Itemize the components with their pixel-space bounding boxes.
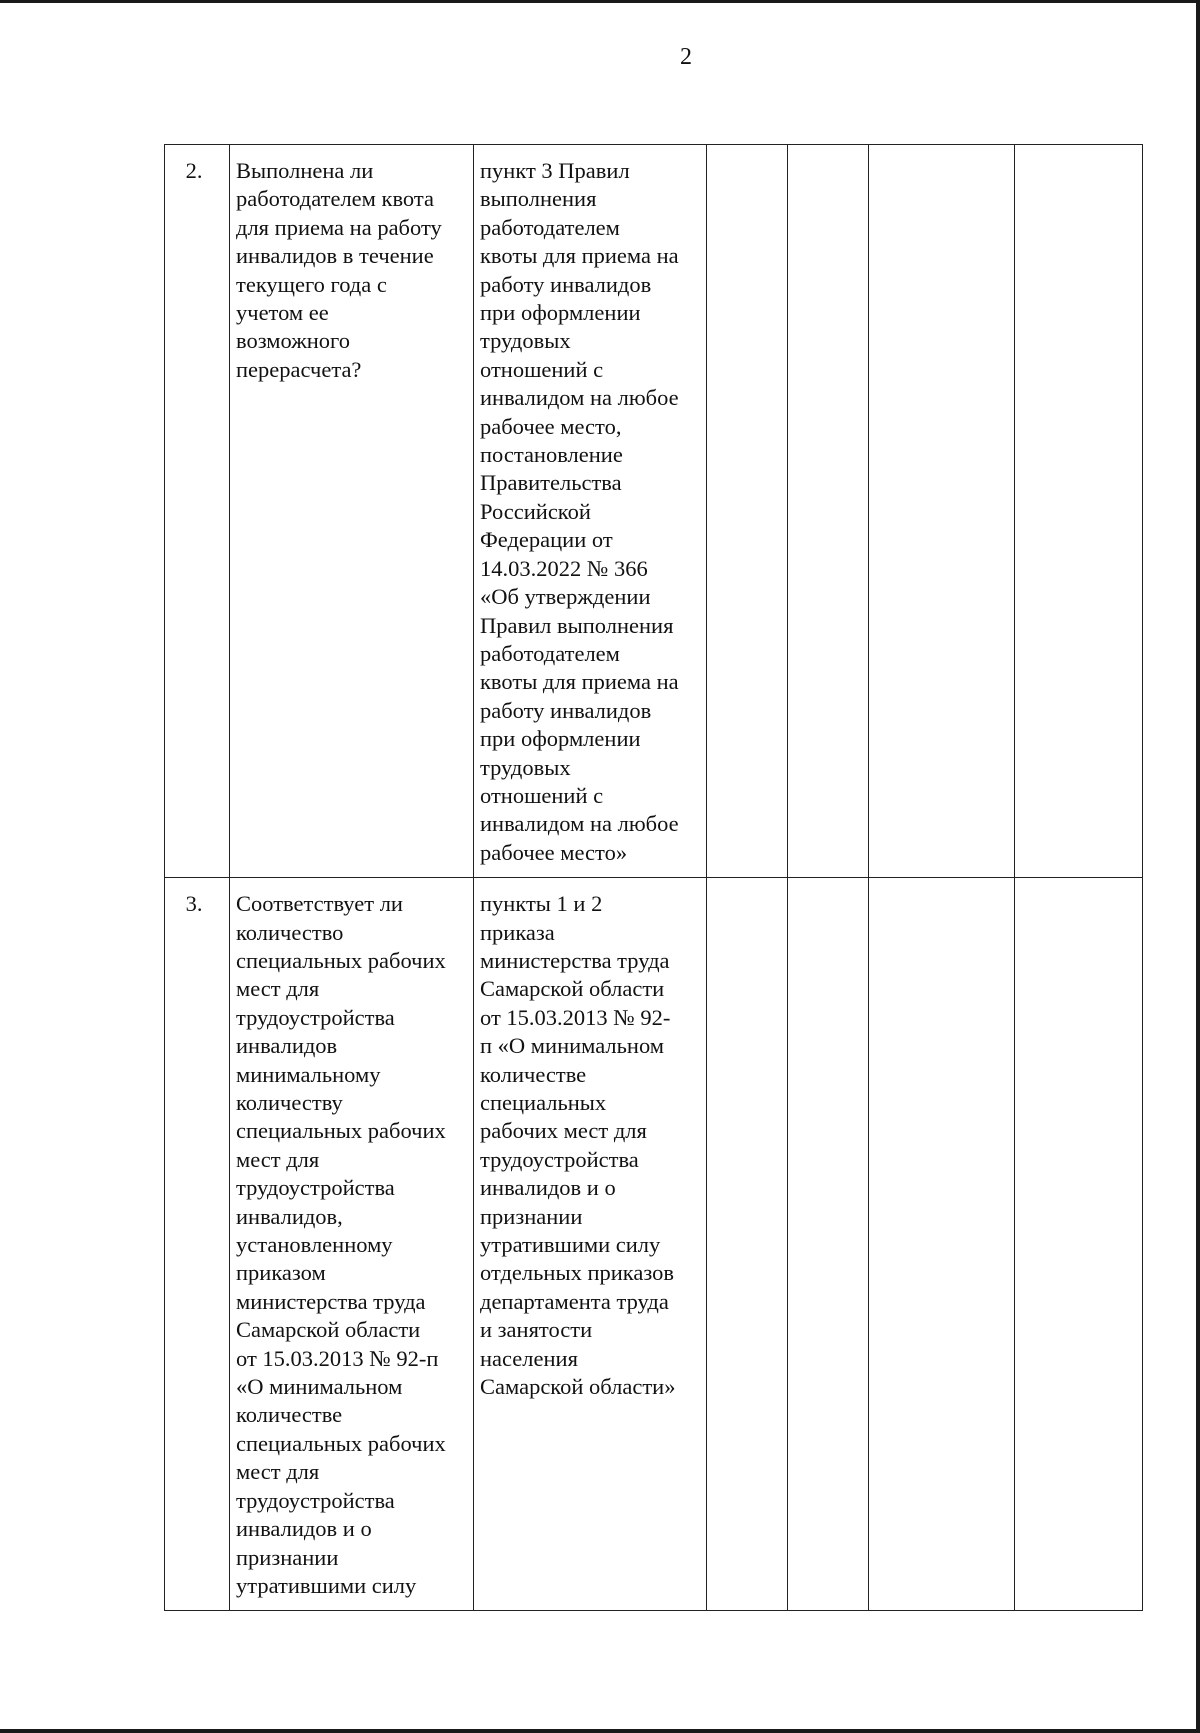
notes-cell[interactable] <box>1015 145 1143 878</box>
question-cell: Выполнена ли работодателем квота для приема на работу инвалидов в течение текущего года с учетом ее возможного перерасчета? <box>230 145 474 878</box>
table-row <box>165 145 1143 878</box>
answer-no-cell[interactable] <box>788 878 869 1611</box>
answer-yes-cell[interactable] <box>707 878 788 1611</box>
legal-basis-cell: пункт 3 Правил выполнения работодателем квоты для приема на работу инвалидов при оформлении трудовых отношений с инвалидом на любое рабочее место, постановление Правительства Российской Федерации от 14.03.2022 № 366 «Об утверждении Правил выполнения работодателем квоты для приема на работу инвалидов при оформлении трудовых отношений с инвалидом на любое рабочее место» <box>474 145 707 878</box>
checklist-table <box>164 144 1143 1611</box>
row-number: 3. <box>165 878 230 1611</box>
answer-yes-cell[interactable] <box>707 145 788 878</box>
notes-cell[interactable] <box>1015 878 1143 1611</box>
answer-no-cell[interactable] <box>788 145 869 878</box>
scan-border-right <box>1196 0 1200 1733</box>
question-cell: Соответствует ли количество специальных рабочих мест для трудоустройства инвалидов минимальному количеству специальных рабочих мест для трудоустройства инвалидов, установленному приказом министерства труда Самарской области от 15.03.2013 № 92-п «О минимальном количестве специальных рабочих мест для трудоустройства инвалидов и о признании утратившими силу <box>230 878 474 1611</box>
row-number: 2. <box>165 145 230 878</box>
answer-na-cell[interactable] <box>869 878 1015 1611</box>
table-row <box>165 878 1143 1611</box>
page-number: 2 <box>680 44 692 70</box>
answer-na-cell[interactable] <box>869 145 1015 878</box>
legal-basis-cell: пункты 1 и 2 приказа министерства труда Самарской области от 15.03.2013 № 92- п «О минимальном количестве специальных рабочих мест для трудоустройства инвалидов и о признании утратившими силу отдельных приказов департамента труда и занятости населения Самарской области» <box>474 878 707 1611</box>
scan-border-bottom <box>0 1729 1200 1733</box>
scan-border-top <box>0 0 1200 3</box>
